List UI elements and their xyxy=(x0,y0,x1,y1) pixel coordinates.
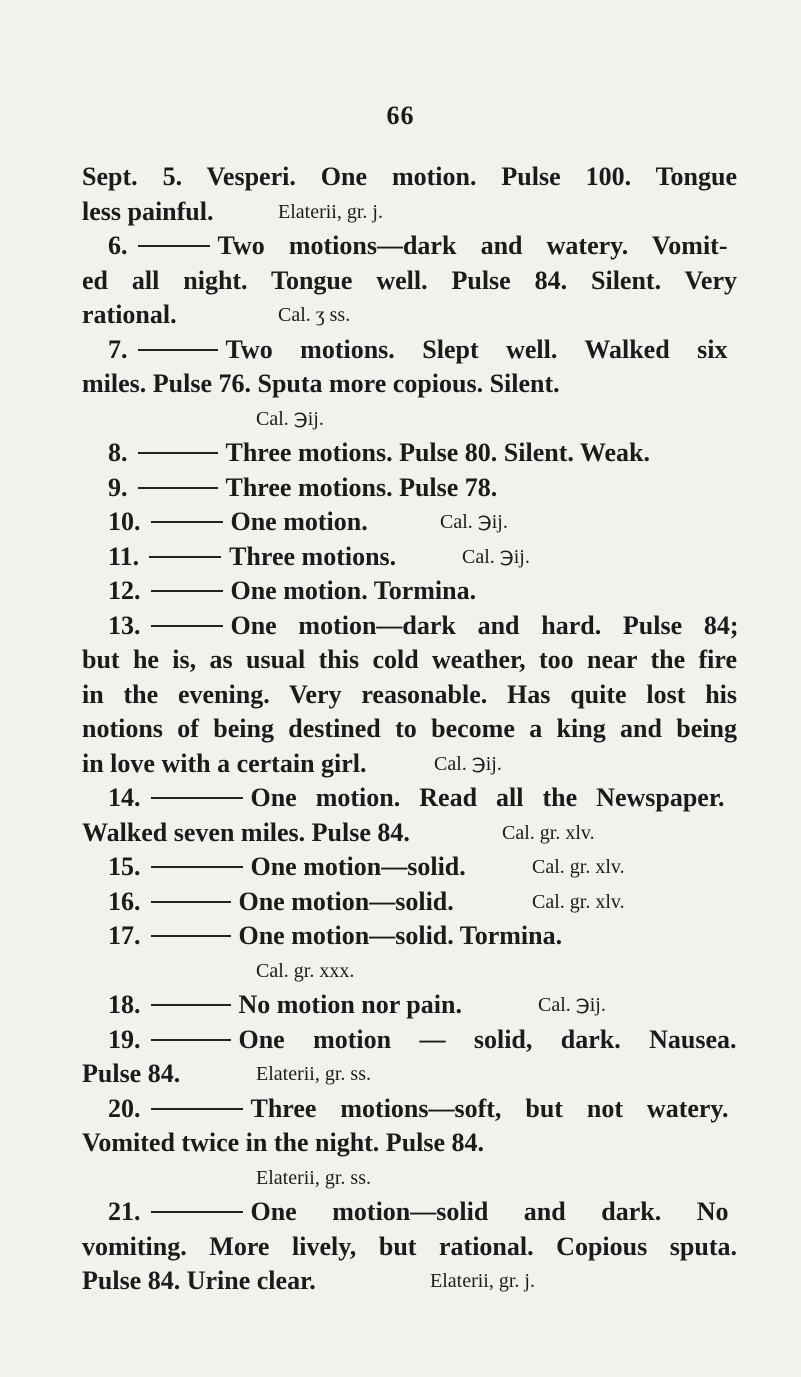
text-line: Walked seven miles. Pulse 84. Cal. gr. xlv. xyxy=(82,817,595,847)
text-line: less painful. Elaterii, gr. j. xyxy=(82,195,737,230)
entry-line: 21. One motion—solid and dark. No xyxy=(108,1197,729,1226)
page-number: 66 xyxy=(386,101,415,130)
text-line: in love with a certain girl. Cal. ℈ij. xyxy=(82,748,502,778)
dash xyxy=(151,590,223,592)
dash xyxy=(151,901,231,903)
dash xyxy=(151,935,231,937)
dash xyxy=(138,245,210,247)
entry-line: 12. One motion. Tormina. xyxy=(108,576,477,605)
text-line: ed all night. Tongue well. Pulse 84. Silent. Very xyxy=(82,265,737,295)
entry-line: 14. One motion. Read all the Newspaper. xyxy=(108,783,725,812)
text-line: Pulse 84. Elaterii, gr. ss. xyxy=(82,1059,371,1088)
text-line: but he is, as usual this cold weather, too near the fire xyxy=(82,645,737,674)
dose: Elaterii, gr. j. xyxy=(278,200,383,223)
text-line: miles. Pulse 76. Sputa more copious. Silent. xyxy=(82,369,560,398)
dash xyxy=(138,487,218,489)
dash xyxy=(138,349,218,351)
entry-line: 9. Three motions. Pulse 78. xyxy=(108,472,498,502)
dash xyxy=(151,521,223,523)
text-line: rational. Cal. ʒ ss. xyxy=(82,298,737,333)
entry-line: 16. One motion—solid. Cal. gr. xlv. xyxy=(108,886,625,916)
text-line: Vomited twice in the night. Pulse 84. xyxy=(82,1128,485,1157)
text-line: vomiting. More lively, but rational. Copious sputa. xyxy=(82,1231,737,1261)
entry-line: 20. Three motions—soft, but not watery. xyxy=(108,1093,729,1123)
journal-text xyxy=(82,160,737,1299)
text-line: Sept. 5. Vesperi. One motion. Pulse 100. Tongue xyxy=(82,162,737,191)
dose-line: Cal. gr. xxx. xyxy=(256,959,355,982)
text-line: notions of being destined to become a king and being xyxy=(82,714,737,743)
dash xyxy=(151,797,243,799)
dash xyxy=(151,1211,243,1213)
text-line: in the evening. Very reasonable. Has quite lost his xyxy=(82,679,737,709)
dash xyxy=(151,1039,231,1041)
dash xyxy=(138,452,218,454)
dash xyxy=(151,1004,231,1006)
entry-line: 17. One motion—solid. Tormina. xyxy=(108,921,563,950)
dash xyxy=(151,625,223,627)
entry-line: 18. No motion nor pain. Cal. ℈ij. xyxy=(108,990,606,1019)
entry-line: 6. Two motions—dark and watery. Vomit- xyxy=(108,231,728,260)
entry-line: 8. Three motions. Pulse 80. Silent. Weak. xyxy=(108,438,650,467)
entry-line: 15. One motion—solid. Cal. gr. xlv. xyxy=(108,852,625,881)
dose: Cal. ʒ ss. xyxy=(278,304,351,326)
dash xyxy=(151,1108,243,1110)
entry-line: 13. One motion—dark and hard. Pulse 84; xyxy=(108,610,739,640)
entry-line: 11. Three motions. Cal. ℈ij. xyxy=(108,541,530,571)
dash xyxy=(151,866,243,868)
dose-line: Elaterii, gr. ss. xyxy=(256,1166,371,1189)
dose-line: Cal. ℈ij. xyxy=(256,407,324,430)
dash xyxy=(149,556,221,558)
entry-line: 19. One motion — solid, dark. Nausea. xyxy=(108,1024,737,1054)
text-line: Pulse 84. Urine clear. Elaterii, gr. j. xyxy=(82,1266,535,1295)
entry-line: 10. One motion. Cal. ℈ij. xyxy=(108,507,508,536)
entry-line: 7. Two motions. Slept well. Walked six xyxy=(108,334,728,364)
